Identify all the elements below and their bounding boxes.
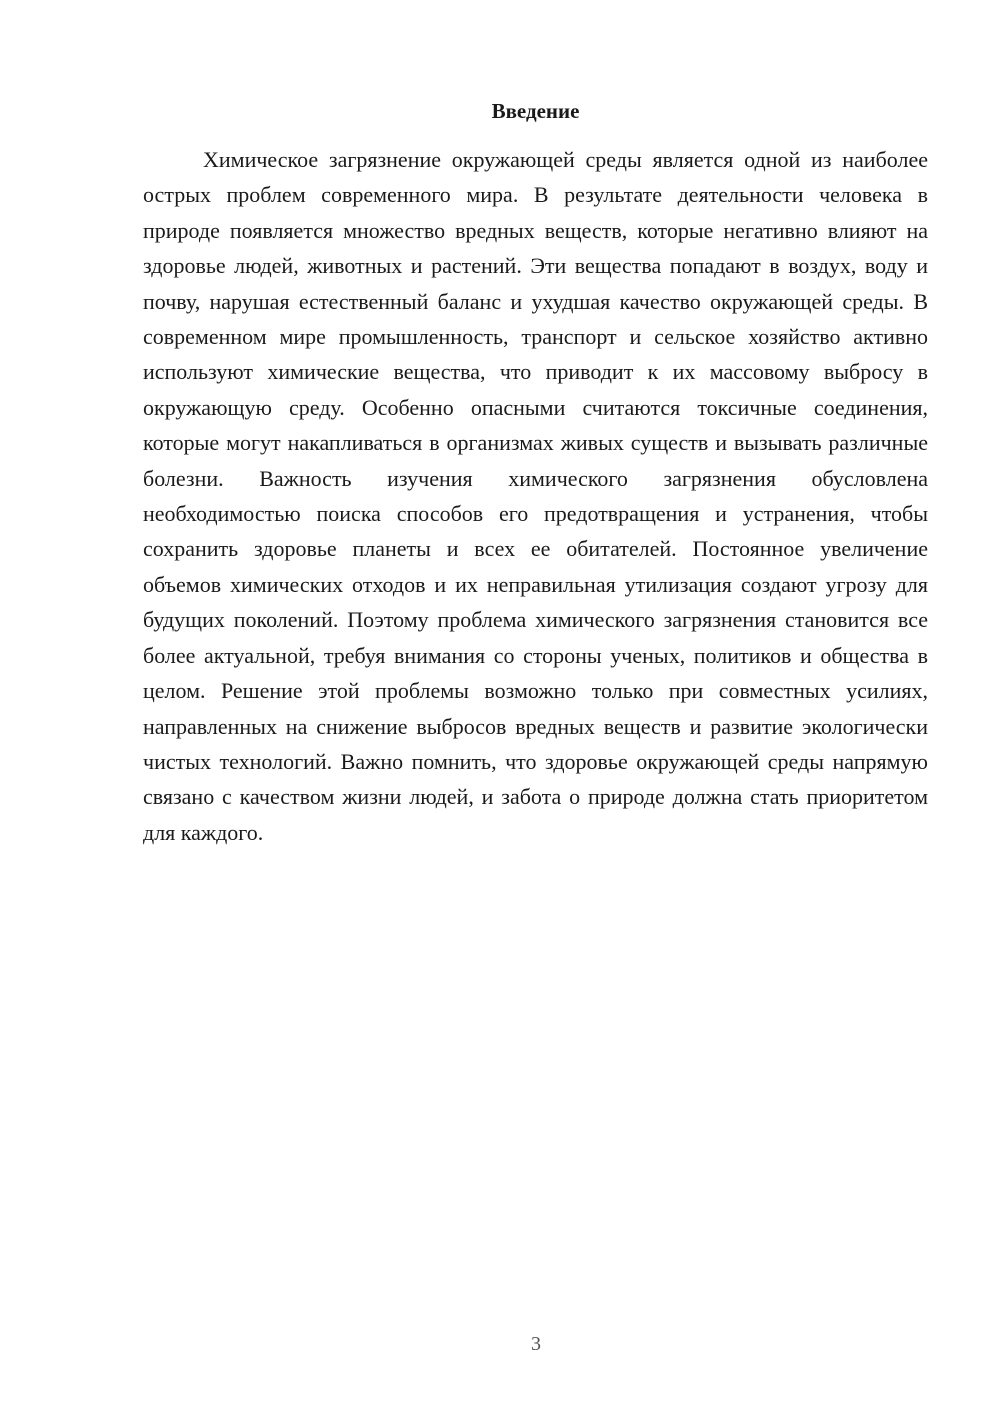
section-heading: Введение (491, 99, 580, 123)
body-paragraph: Химическое загрязнение окружающей среды является одной из наиболее острых проблем современного мира. В результате деятельности человека в природе появляется множество вредных веществ, которые негативно влияют на здоровье людей, животных и растений. Эти вещества попадают в воздух, воду и почву, нарушая естественный баланс и ухудшая качество окружающей среды. В современном мире промышленность, транспорт и сельское хозяйство активно используют химические вещества, что приводит к их массовому выбросу в окружающую среду. Особенно опасными считаются токсичные соединения, которые могут накапливаться в организмах живых существ и вызывать различные болезни. Важность изучения химического загрязнения обусловлена необходимостью поиска способов его предотвращения и устранения, чтобы сохранить здоровье планеты и всех ее обитателей. Постоянное увеличение объемов химических отходов и их неправильная утилизация создают угрозу для будущих поколений. Поэтому проблема химического загрязнения становится все более актуальной, требуя внимания со стороны ученых, политиков и общества в целом. Решение этой проблемы возможно только при совместных усилиях, направленных на снижение выбросов вредных веществ и развитие экологически чистых технологий. Важно помнить, что здоровье окружающей среды напрямую связано с качеством жизни людей, и забота о природе должна стать приоритетом для каждого. (143, 147, 928, 845)
page-number: 3 (531, 1333, 541, 1355)
